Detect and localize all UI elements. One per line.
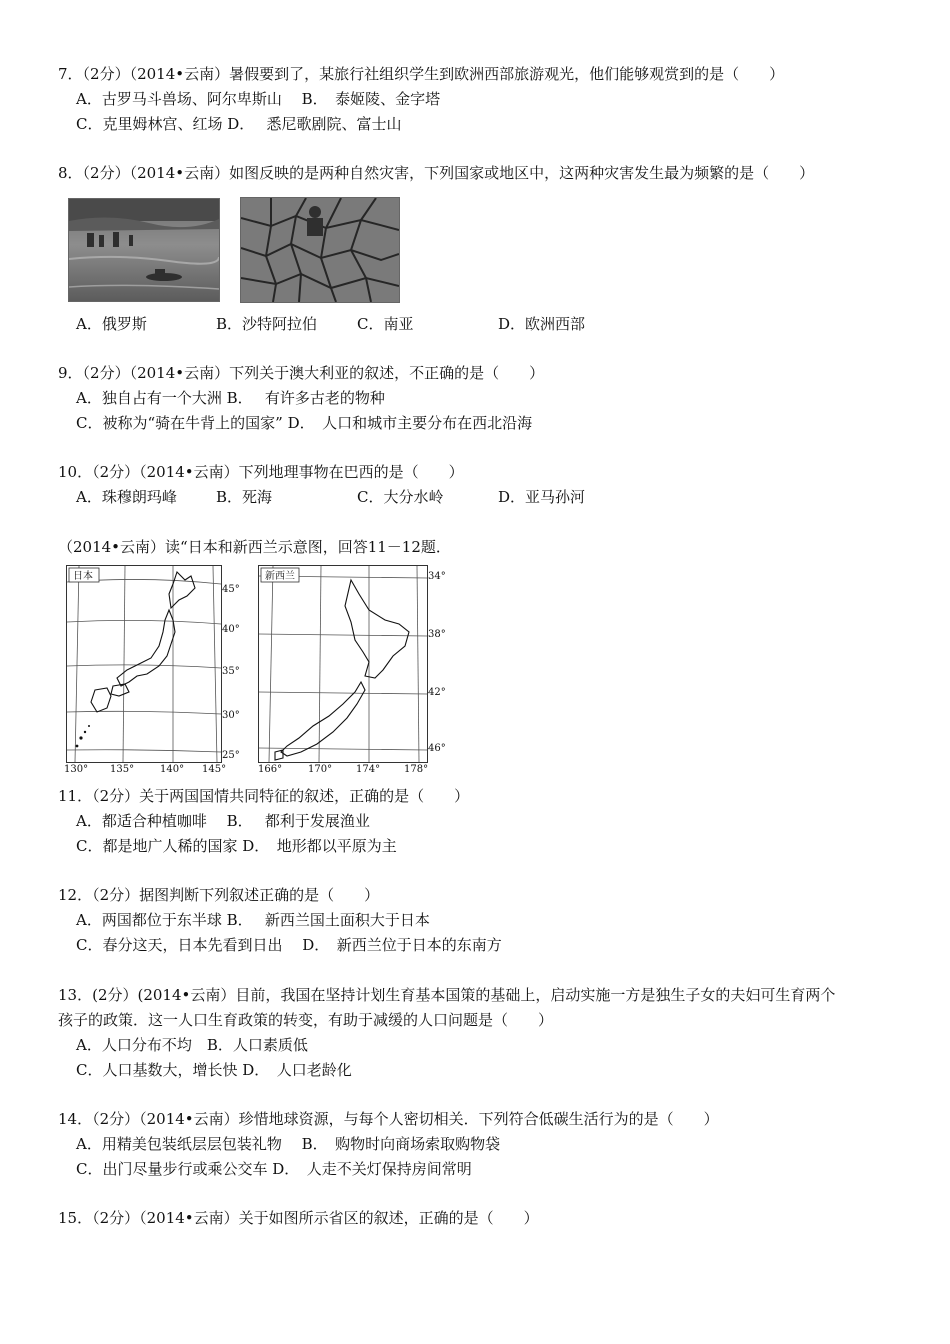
japan-lat-25: 25° bbox=[222, 750, 240, 761]
q10-option-c: C．大分水岭 bbox=[357, 488, 444, 506]
q8-option-b: B．沙特阿拉伯 bbox=[216, 315, 318, 333]
nz-lat-34: 34° bbox=[428, 571, 446, 582]
q10-stem: 10．（2分）（2014•云南）下列地理事物在巴西的是（ ） bbox=[58, 463, 464, 481]
q10-option-d: D．亚马孙河 bbox=[498, 488, 586, 506]
japan-lat-45: 45° bbox=[222, 584, 240, 595]
q13-options-line2: C．人口基数大，增长快 D． 人口老龄化 bbox=[76, 1061, 352, 1079]
q14-stem: 14．（2分）（2014•云南）珍惜地球资源，与每个人密切相关．下列符合低碳生活行为的是（ ） bbox=[58, 1110, 719, 1128]
q14-options-line1: A．用精美包装纸层层包装礼物 B． 购物时向商场索取购物袋 bbox=[76, 1135, 501, 1153]
q13-options-line1: A．人口分布不均 B．人口素质低 bbox=[76, 1036, 308, 1054]
drought-photo bbox=[240, 197, 400, 303]
q7-stem: 7．（2分）（2014•云南）暑假要到了，某旅行社组织学生到欧洲西部旅游观光，他们能够观赏到的是（ ） bbox=[58, 65, 785, 83]
q14-options-line2: C．出门尽量步行或乘公交车 D． 人走不关灯保持房间常明 bbox=[76, 1160, 472, 1178]
q8-stem: 8．（2分）（2014•云南）如图反映的是两种自然灾害，下列国家或地区中，这两种灾害发生最为频繁的是（ ） bbox=[58, 164, 815, 182]
q15-stem: 15．（2分）（2014•云南）关于如图所示省区的叙述，正确的是（ ） bbox=[58, 1209, 539, 1227]
nz-lat-46: 46° bbox=[428, 743, 446, 754]
q10-option-a: A．珠穆朗玛峰 bbox=[76, 488, 177, 506]
japan-lat-30: 30° bbox=[222, 710, 240, 721]
q12-options-line2: C．春分这天，日本先看到日出 D． 新西兰位于日本的东南方 bbox=[76, 936, 502, 954]
q8-option-c: C．南亚 bbox=[357, 315, 414, 333]
nz-lat-42: 42° bbox=[428, 687, 446, 698]
japan-lon-130: 130° bbox=[64, 764, 89, 775]
q8-option-a: A．俄罗斯 bbox=[76, 315, 147, 333]
nz-lon-178: 178° bbox=[404, 764, 429, 775]
q9-options-line2: C．被称为“骑在牛背上的国家” D． 人口和城市主要分布在西北沿海 bbox=[76, 414, 533, 432]
q12-options-line1: A．两国都位于东半球 B． 新西兰国土面积大于日本 bbox=[76, 911, 430, 929]
q7-options-line1: A．古罗马斗兽场、阿尔卑斯山 B． 泰姬陵、金字塔 bbox=[76, 90, 441, 108]
new-zealand-map bbox=[258, 565, 428, 763]
q11-stem: 11．（2分）关于两国国情共同特征的叙述，正确的是（ ） bbox=[58, 787, 470, 805]
q9-stem: 9．（2分）（2014•云南）下列关于澳大利亚的叙述，不正确的是（ ） bbox=[58, 364, 545, 382]
q13-stem-line1: 13．(2分）(2014•云南）目前，我国在坚持计划生育基本国策的基础上，启动实施一方是独生子女的夫妇可生育两个 bbox=[58, 986, 836, 1004]
q11-options-line2: C．都是地广人稀的国家 D． 地形都以平原为主 bbox=[76, 837, 397, 855]
japan-lon-140: 140° bbox=[160, 764, 185, 775]
nz-lon-166: 166° bbox=[258, 764, 283, 775]
japan-lon-145: 145° bbox=[202, 764, 227, 775]
maps-intro: （2014•云南）读“日本和新西兰示意图，回答11－12题． bbox=[58, 538, 451, 556]
flood-photo bbox=[68, 198, 220, 302]
q7-options-line2: C．克里姆林宫、红场 D． 悉尼歌剧院、富士山 bbox=[76, 115, 402, 133]
nz-lat-38: 38° bbox=[428, 629, 446, 640]
q13-stem-line2: 孩子的政策．这一人口生育政策的转变，有助于减缓的人口问题是（ ） bbox=[58, 1011, 554, 1029]
nz-lon-170: 170° bbox=[308, 764, 333, 775]
japan-lat-40: 40° bbox=[222, 624, 240, 635]
japan-map bbox=[66, 565, 222, 763]
nz-map-label: 新西兰 bbox=[265, 571, 295, 582]
q10-option-b: B．死海 bbox=[216, 488, 273, 506]
japan-map-label: 日本 bbox=[73, 571, 93, 582]
q12-stem: 12．（2分）据图判断下列叙述正确的是（ ） bbox=[58, 886, 380, 904]
q11-options-line1: A．都适合种植咖啡 B． 都利于发展渔业 bbox=[76, 812, 370, 830]
nz-lon-174: 174° bbox=[356, 764, 381, 775]
japan-lon-135: 135° bbox=[110, 764, 135, 775]
q8-option-d: D．欧洲西部 bbox=[498, 315, 586, 333]
q9-options-line1: A．独自占有一个大洲 B． 有许多古老的物种 bbox=[76, 389, 385, 407]
japan-lat-35: 35° bbox=[222, 666, 240, 677]
